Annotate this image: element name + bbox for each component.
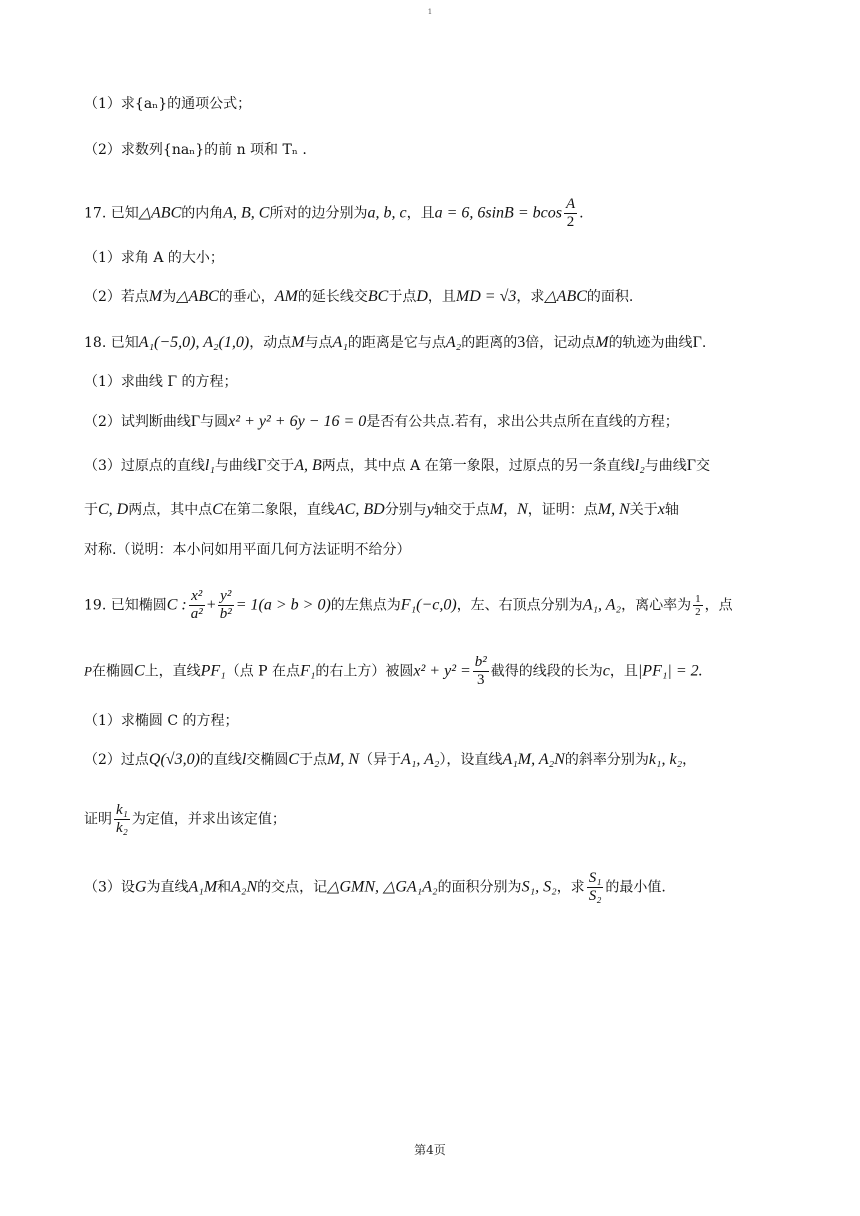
q18-part2: （2）试判断曲线Γ与圆x² + y² + 6y − 16 = 0是否有公共点.若有，求出公共点所在直线的方程；	[84, 413, 679, 430]
q18-part3-line2: 于C, D两点，其中点C在第二象限，直线AC, BD分别与y轴交于点M，N，证明：点M, N关于x轴	[84, 501, 679, 518]
q19-stem: 19. 已知椭圆C : $\frac{\text{x²}}{\text{a²}}$ + $\frac{\text{y²}}{\text{b²}}$ = 1(a > b > 0)的左焦点为F₁(−c,0)，左、右顶点分别为A₁, A₂，离心率为 $\frac{1}{2}$ ，点	[84, 588, 733, 622]
fraction-one-half: $\frac{1}{2}$	[695, 593, 701, 618]
fraction-y2-over-b2: $\frac{\text{y²}}{\text{b²}}$	[219, 588, 232, 622]
q18-part1: （1）求曲线 Γ 的方程；	[84, 374, 238, 390]
fraction-x2-over-a2: $\frac{\text{x²}}{\text{a²}}$	[190, 588, 203, 622]
fraction-k1-over-k2: $\frac{\text{k₁}}{\text{k₂}}$	[116, 802, 128, 836]
q19-stem-line2: P在椭圆C上，直线PF₁（点 P 在点F₁的右上方）被圆x² + y² = $\frac{\text{b²}}{3}$ 截得的线段的长为c，且|PF₁| = 2.	[84, 654, 703, 688]
q17-part1: （1）求角 A 的大小；	[84, 250, 224, 266]
q19-part2: （2）过点Q(√3,0)的直线l交椭圆C于点M, N（异于A₁, A₂），设直线A₁M, A₂N的斜率分别为k₁, k₂，	[84, 751, 697, 768]
q16-part1: （1）求{aₙ}的通项公式；	[84, 96, 252, 112]
fraction-a-over-2: $\frac{A}{2}$	[565, 196, 576, 230]
q17-part2: （2）若点M为△ABC的垂心，AM的延长线交BC于点D，且MD = √3，求△ABC的面积.	[84, 288, 634, 305]
page-header-marker: 1	[427, 8, 433, 16]
q18-part3-line3: 对称.（说明：本小问如用平面几何方法证明不给分）	[84, 542, 411, 558]
q19-part2-line2: 证明 $\frac{\text{k₁}}{\text{k₂}}$ 为定值，并求出该定值；	[84, 802, 286, 836]
fraction-b2-over-3: $\frac{\text{b²}}{3}$	[474, 654, 487, 688]
q19-part1: （1）求椭圆 C 的方程；	[84, 713, 239, 729]
q18-stem: 18. 已知A₁(−5,0), A₂(1,0)，动点M与点A₁的距离是它与点A₂的距离的3倍，记动点M的轨迹为曲线Γ.	[84, 334, 707, 351]
q19-part3: （3）设G为直线A₁M和A₂N的交点，记△GMN, △GA₁A₂的面积分别为S₁, S₂，求 $\frac{\text{S₁}}{\text{S₂}}$ 的最小值.	[84, 870, 666, 904]
page-footer-number: 第4页	[414, 1143, 446, 1157]
q17-stem: 17. 已知△ABC的内角A, B, C所对的边分别为a, b, c，且a = 6, 6sinB = bcos $\frac{A}{2}$ .	[84, 196, 584, 230]
q16-part2: （2）求数列{naₙ}的前 n 项和 Tₙ .	[84, 142, 307, 158]
q18-part3-line1: （3）过原点的直线l₁与曲线Γ交于A, B两点，其中点 A 在第一象限，过原点的另一条直线l₂与曲线Γ交	[84, 457, 711, 474]
fraction-s1-over-s2: $\frac{\text{S₁}}{\text{S₂}}$	[588, 870, 602, 904]
